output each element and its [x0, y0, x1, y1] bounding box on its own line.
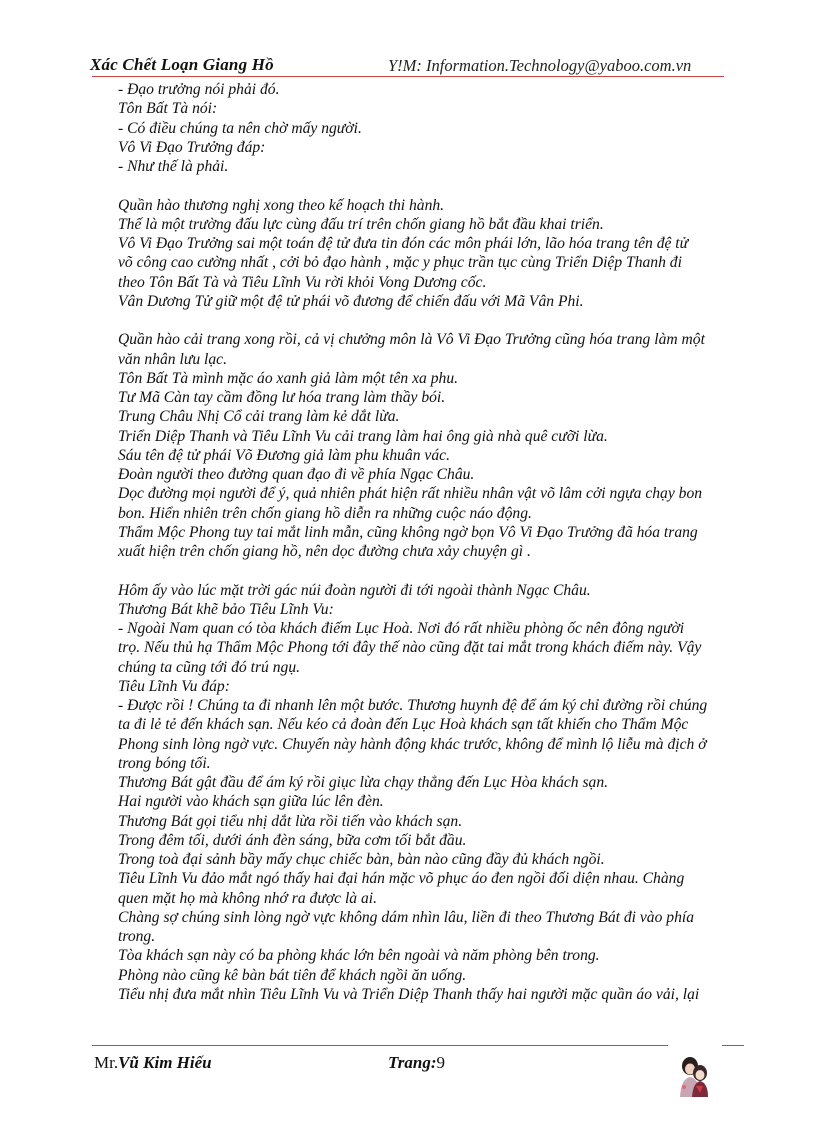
footer-illustration: [676, 1053, 710, 1099]
text-line: Phòng nào cũng kê bàn bát tiên để khách ngồi ăn uống.: [118, 966, 467, 984]
text-line: Sáu tên đệ tử phái Võ Đương giả làm phu khuân vác.: [118, 446, 450, 464]
text-line: Trong đêm tối, dưới ánh đèn sáng, bữa cơm tối bắt đầu.: [118, 831, 467, 849]
text-line: Thế là một trường đấu lực cùng đấu trí trên chốn giang hồ bắt đầu khai triển.: [118, 215, 604, 233]
text-line: Tôn Bất Tà mình mặc áo xanh giả làm một tên xa phu.: [118, 369, 459, 387]
page-number: 9: [436, 1053, 445, 1072]
text-line: Vô Vi Đạo Trưởng sai một toán đệ tử đưa tin đón các môn phái lớn, lão hóa trang tên đệ tử: [118, 235, 689, 252]
text-line: xuất hiện trên chốn giang hồ, nên dọc đường chưa xảy chuyện gì .: [118, 543, 531, 560]
paragraph: [118, 196, 730, 312]
text-line: Tòa khách sạn này có ba phòng khác lớn bên ngoài và năm phòng bên trong.: [118, 947, 600, 965]
text-line: bon. Hiển nhiên trên chốn giang hồ diễn ra những cuộc náo động.: [118, 504, 532, 522]
text-line: trong bóng tối.: [118, 754, 211, 772]
text-line: Thương Bát gật đầu để ám ký rồi giục lừa chạy thẳng đến Lục Hòa khách sạn.: [118, 774, 609, 791]
footer-page: [388, 1053, 445, 1073]
text-line: - Như thế là phải.: [118, 158, 229, 175]
header-title: Xác Chết Loạn Giang Hồ: [90, 55, 274, 74]
text-line: trọ. Nếu thủ hạ Thẩm Mộc Phong tới đây thế nào cũng đặt tai mắt trong khách điếm này. Vậy: [118, 639, 702, 657]
paragraph: [118, 80, 730, 176]
text-line: Thương Bát gọi tiểu nhị dắt lừa rồi tiến vào khách sạn.: [118, 812, 463, 830]
header-rule: [92, 76, 724, 77]
text-line: chúng ta cũng tới đó trú ngụ.: [118, 658, 301, 676]
text-line: võ công cao cường nhất , cởi bỏ đạo hành , mặc y phục trần tục cùng Triển Diệp Thanh đi: [118, 254, 682, 272]
text-line: Quần hào thương nghị xong theo kế hoạch thi hành.: [118, 196, 445, 214]
header-email: Y!M: Information.Technology@yaboo.com.vn: [388, 56, 692, 75]
text-line: quen mặt họ mà không nhớ ra được là ai.: [118, 889, 378, 907]
text-line: Hai người vào khách sạn giữa lúc lên đèn.: [118, 793, 384, 811]
footer-author: [94, 1053, 212, 1073]
text-line: Vô Vi Đạo Trưởng đáp:: [118, 138, 266, 156]
text-line: Tư Mã Càn tay cầm đồng lư hóa trang làm thầy bói.: [118, 389, 446, 406]
text-line: ta đi lẻ tẻ đến khách sạn. Nếu kéo cả đoàn đến Lục Hoà khách sạn tất khiến cho Thẩm Mộc: [118, 716, 689, 734]
author-name: Vũ Kim Hiếu: [118, 1053, 212, 1072]
text-line: Triển Diệp Thanh và Tiêu Lĩnh Vu cải trang làm hai ông già nhà quê cưỡi lừa.: [118, 427, 608, 445]
text-line: văn nhân lưu lạc.: [118, 350, 227, 368]
author-prefix: Mr.: [94, 1053, 119, 1072]
paragraph: [118, 581, 730, 1005]
text-line: Hôm ấy vào lúc mặt trời gác núi đoàn người đi tới ngoài thành Ngạc Châu.: [118, 581, 591, 599]
body-text: [118, 80, 730, 1004]
text-line: - Đạo trưởng nói phải đó.: [118, 81, 280, 98]
text-line: Phong sinh lòng ngờ vực. Chuyến này hành động khác trước, không để mình lộ liễu mà địch ở: [118, 735, 707, 753]
text-line: Tôn Bất Tà nói:: [118, 100, 218, 118]
text-line: Trung Châu Nhị Cổ cải trang làm kẻ dắt lừa.: [118, 408, 400, 426]
text-line: Tiêu Lĩnh Vu đáp:: [118, 677, 230, 695]
text-line: Chàng sợ chúng sinh lòng ngờ vực không dám nhìn lâu, liền đi theo Thương Bát đi vào phía: [118, 908, 695, 926]
footer-rule-short: [722, 1045, 744, 1046]
text-line: Tiêu Lĩnh Vu đảo mắt ngó thấy hai đại hán mặc võ phục áo đen ngồi đối diện nhau. Chàng: [118, 870, 685, 888]
text-line: Vân Dương Tử giữ một đệ tử phái võ đương để chiến đấu với Mã Vân Phi.: [118, 292, 584, 310]
footer-rule: [92, 1045, 668, 1046]
text-line: - Được rồi ! Chúng ta đi nhanh lên một bước. Thương huynh đệ để ám ký chỉ đường rồi chúng: [118, 697, 708, 714]
paragraph: [118, 330, 730, 561]
text-line: Thẩm Mộc Phong tuy tai mắt linh mẫn, cũng không ngờ bọn Vô Vi Đạo Trưởng đã hóa trang: [118, 523, 698, 541]
text-line: - Có điều chúng ta nên chờ mấy người.: [118, 119, 362, 137]
text-line: Đoàn người theo đường quan đạo đi về phía Ngạc Châu.: [118, 466, 475, 483]
text-line: Quần hào cải trang xong rồi, cả vị chưởng môn là Vô Vi Đạo Trưởng cũng hóa trang làm một: [118, 331, 705, 349]
page-label: Trang:: [388, 1053, 437, 1072]
text-line: Trong toà đại sảnh bầy mấy chục chiếc bàn, bàn nào cũng đầy đủ khách ngồi.: [118, 851, 605, 868]
text-line: - Ngoài Nam quan có tòa khách điếm Lục Hoà. Nơi đó rất nhiều phòng ốc nên đông người: [118, 620, 685, 637]
text-line: Tiểu nhị đưa mắt nhìn Tiêu Lĩnh Vu và Triển Diệp Thanh thấy hai người mặc quần áo vải, lại: [118, 985, 700, 1003]
text-line: Thương Bát khẽ bảo Tiêu Lĩnh Vu:: [118, 600, 334, 618]
text-line: Dọc đường mọi người để ý, quả nhiên phát hiện rất nhiều nhân vật võ lâm cởi ngựa chạy bon: [118, 485, 703, 503]
text-line: trong.: [118, 928, 156, 945]
text-line: theo Tôn Bất Tà và Tiêu Lĩnh Vu rời khỏi Vong Dương cốc.: [118, 273, 487, 291]
